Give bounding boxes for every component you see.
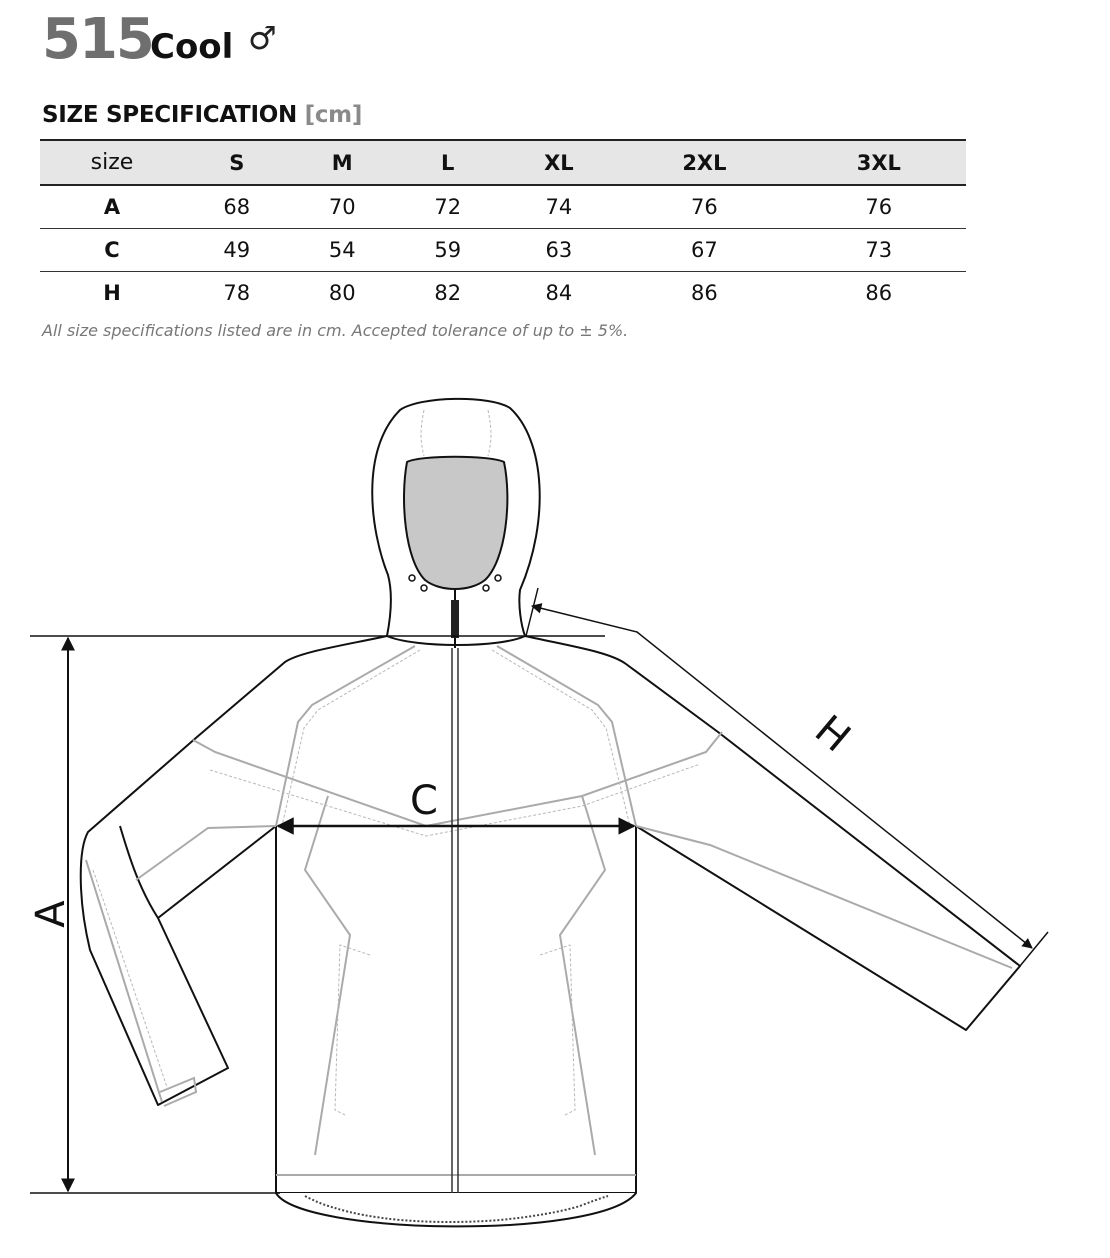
table-cell: 84 (501, 271, 618, 314)
tolerance-note: All size specifications listed are in cm. Accepted tolerance of up to ± 5%. (42, 321, 629, 340)
size-spec-unit: [cm] (304, 102, 363, 128)
table-cell: 86 (792, 271, 966, 314)
model-name: Cool (150, 27, 234, 67)
header-cell-s: S (184, 140, 290, 185)
table-cell: 86 (617, 271, 791, 314)
table-cell: 54 (290, 228, 396, 271)
jacket-outline (81, 399, 1020, 1227)
table-cell: 82 (395, 271, 501, 314)
model-number: 515 (42, 7, 153, 72)
table-cell: 74 (545, 194, 573, 219)
size-spec-title: SIZE SPECIFICATION (42, 102, 297, 128)
table-cell: 76 (691, 194, 718, 219)
table-cell: 67 (617, 228, 791, 271)
table-cell: 63 (501, 228, 618, 271)
label-h: H (806, 706, 859, 762)
table-cell: 49 (184, 228, 290, 271)
row-label: A (103, 194, 121, 219)
table-cell: 80 (290, 271, 396, 314)
table-cell: 78 (184, 271, 290, 314)
table-cell: 68 (223, 194, 251, 219)
table-cell: 73 (792, 228, 966, 271)
label-a: A (28, 900, 74, 928)
header-cell-l: L (395, 140, 501, 185)
header-cell-size: size (40, 140, 184, 185)
table-cell: 76 (865, 194, 893, 219)
table-cell: 70 (328, 194, 356, 219)
row-label: C (40, 228, 184, 271)
header-cell-2xl: 2XL (617, 140, 791, 185)
header-cell-xl: XL (501, 140, 618, 185)
male-gender-icon: ♂ (248, 19, 277, 57)
header-cell-3xl: 3XL (792, 140, 966, 185)
table-cell: 72 (434, 194, 462, 219)
header-cell-m: M (290, 140, 396, 185)
table-cell: 59 (395, 228, 501, 271)
label-c: C (410, 778, 438, 824)
row-label: H (40, 271, 184, 314)
